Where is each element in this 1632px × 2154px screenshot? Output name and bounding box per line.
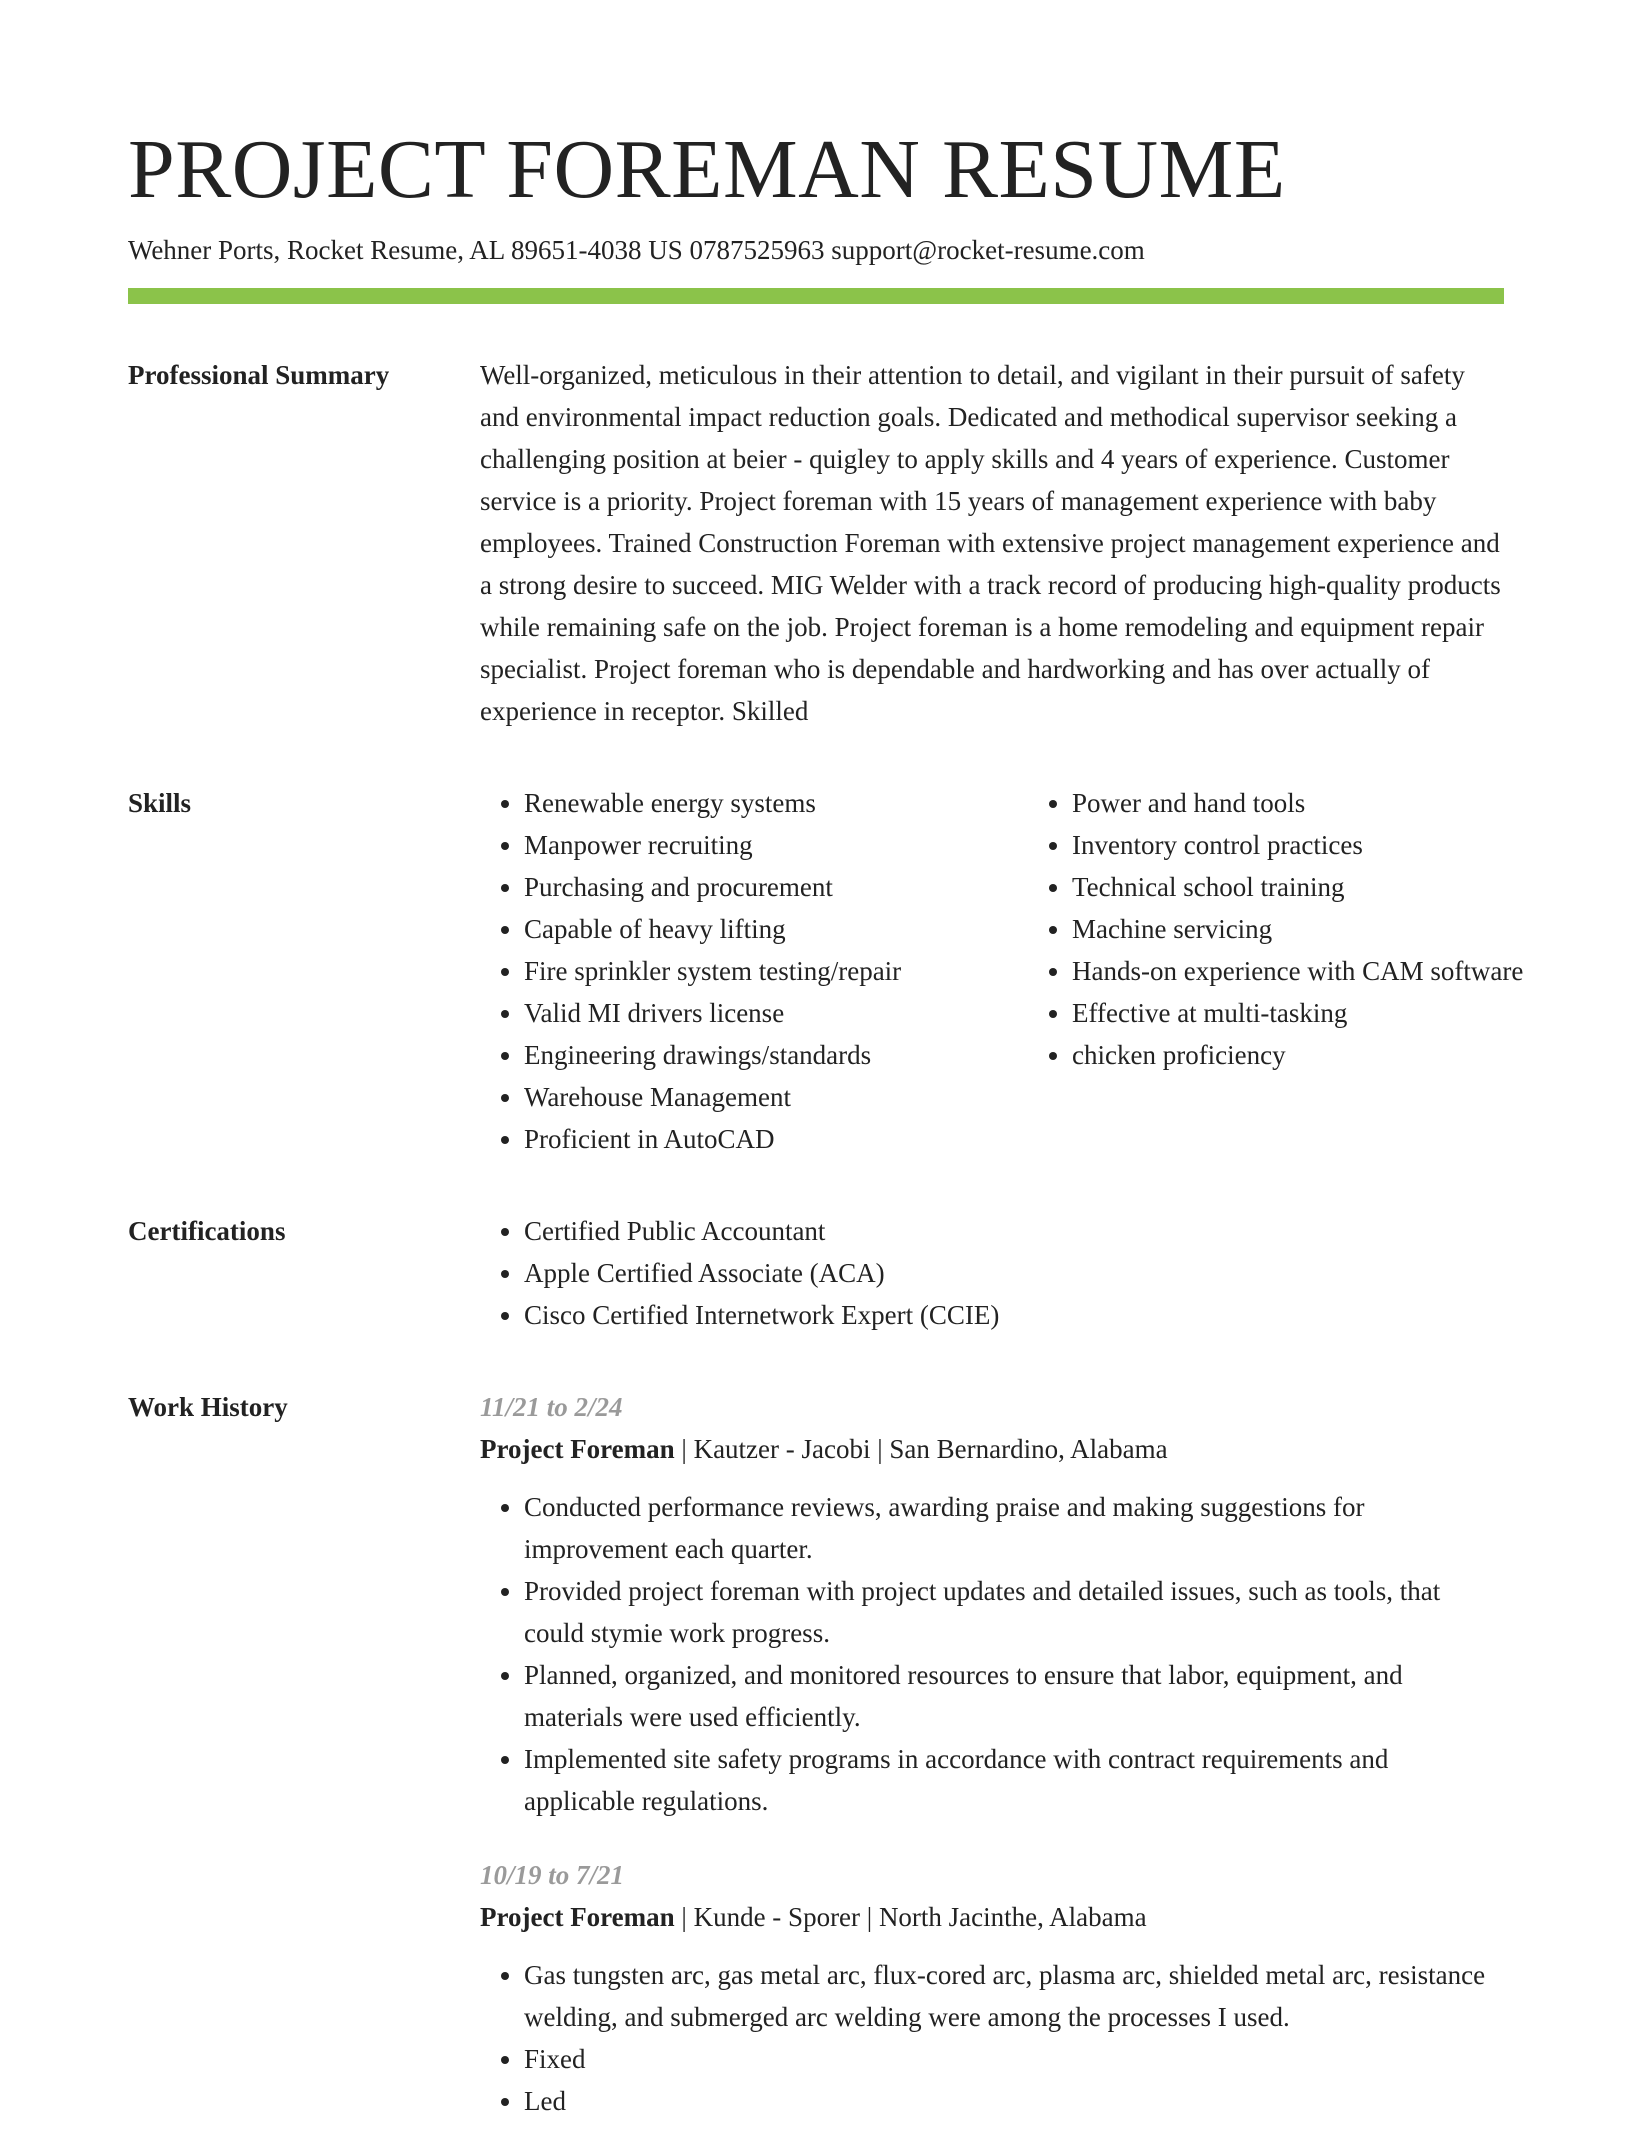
skills-label: Skills [128, 788, 192, 818]
skill-item: • Engineering drawings/standards [524, 1034, 1028, 1076]
summary-body [480, 354, 1504, 732]
job-dates: 10/19 to 7/21 [480, 1860, 625, 1890]
job-duties-list [480, 1954, 1504, 2122]
certifications-body [480, 1210, 1504, 1336]
skill-item: • Valid MI drivers license [524, 992, 1028, 1034]
certifications-section [128, 1210, 1504, 1336]
job-details: | Kautzer - Jacobi | San Bernardino, Alabama [674, 1434, 1168, 1464]
job-duties-list [480, 1486, 1504, 1822]
job-duty: • Fixed [524, 2038, 1504, 2080]
skill-item: • Inventory control practices [1072, 824, 1592, 866]
job-duty: • Provided project foreman with project updates and detailed issues, such as tools, that could stymie work progress. [524, 1570, 1504, 1654]
summary-text: Well-organized, meticulous in their attention to detail, and vigilant in their pursuit of safety and environmental impact reduction goals. Dedicated and methodical supervisor seeking a challenging position at beier - quigley to apply skills and 4 years of experience. Customer service is a priority. Project foreman with 15 years of management experience with baby employees. Trained Construction Foreman with extensive project management experience and a strong desire to succeed. MIG Welder with a track record of producing high-quality products while remaining safe on the job. Project foreman is a home remodeling and equipment repair specialist. Project foreman who is dependable and hardworking and has over actually of experience in receptor. Skilled [480, 360, 1501, 726]
skill-item: • Effective at multi-tasking [1072, 992, 1592, 1034]
certifications-label: Certifications [128, 1216, 286, 1246]
certification-item: • Cisco Certified Internetwork Expert (CCIE) [524, 1294, 1504, 1336]
resume-title: PROJECT FOREMAN RESUME [128, 123, 1286, 216]
skill-item: • Technical school training [1072, 866, 1592, 908]
job-duty: • Planned, organized, and monitored resources to ensure that labor, equipment, and materials were used efficiently. [524, 1654, 1504, 1738]
job-duty: • Gas tungsten arc, gas metal arc, flux-cored arc, plasma arc, shielded metal arc, resistance welding, and submerged arc welding were among the processes I used. [524, 1954, 1504, 2038]
skills-list-left [480, 782, 1028, 1160]
skill-item: • Capable of heavy lifting [524, 908, 1028, 950]
contact-line: Wehner Ports, Rocket Resume, AL 89651-4038 US 0787525963 support@rocket-resume.com [128, 235, 1145, 265]
skill-item: • chicken proficiency [1072, 1034, 1592, 1076]
skill-item: • Purchasing and procurement [524, 866, 1028, 908]
job-duty: • Implemented site safety programs in accordance with contract requirements and applicable regulations. [524, 1738, 1504, 1822]
job-details: | Kunde - Sporer | North Jacinthe, Alabama [674, 1902, 1147, 1932]
job-heading [480, 1428, 1504, 1470]
work-history-label: Work History [128, 1392, 288, 1422]
job-duty: • Led [524, 2080, 1504, 2122]
skill-item: • Power and hand tools [1072, 782, 1592, 824]
job-title: Project Foreman [480, 1434, 675, 1464]
certification-item: • Apple Certified Associate (ACA) [524, 1252, 1504, 1294]
skill-item: • Warehouse Management [524, 1076, 1028, 1118]
certification-item: • Certified Public Accountant [524, 1210, 1504, 1252]
skill-item: • Proficient in AutoCAD [524, 1118, 1028, 1160]
job-entry [480, 1854, 1504, 2122]
resume-page [128, 120, 1524, 2154]
job-title: Project Foreman [480, 1902, 675, 1932]
work-history-body [480, 1386, 1504, 2154]
skill-item: • Machine servicing [1072, 908, 1592, 950]
skills-body [480, 782, 1592, 1160]
certifications-list [480, 1210, 1504, 1336]
job-entry [480, 1386, 1504, 1822]
job-dates: 11/21 to 2/24 [480, 1392, 623, 1422]
skill-item: • Manpower recruiting [524, 824, 1028, 866]
job-duty: • Conducted performance reviews, awarding praise and making suggestions for improvement each quarter. [524, 1486, 1504, 1570]
work-history-section [128, 1386, 1504, 2154]
job-heading [480, 1896, 1504, 1938]
skills-list-right [1028, 782, 1592, 1160]
skill-item: • Hands-on experience with CAM software [1072, 950, 1592, 992]
skills-section [128, 782, 1524, 1160]
skill-item: • Renewable energy systems [524, 782, 1028, 824]
summary-section [128, 354, 1504, 732]
accent-divider [128, 288, 1504, 304]
summary-label: Professional Summary [128, 360, 390, 390]
skill-item: • Fire sprinkler system testing/repair [524, 950, 1028, 992]
